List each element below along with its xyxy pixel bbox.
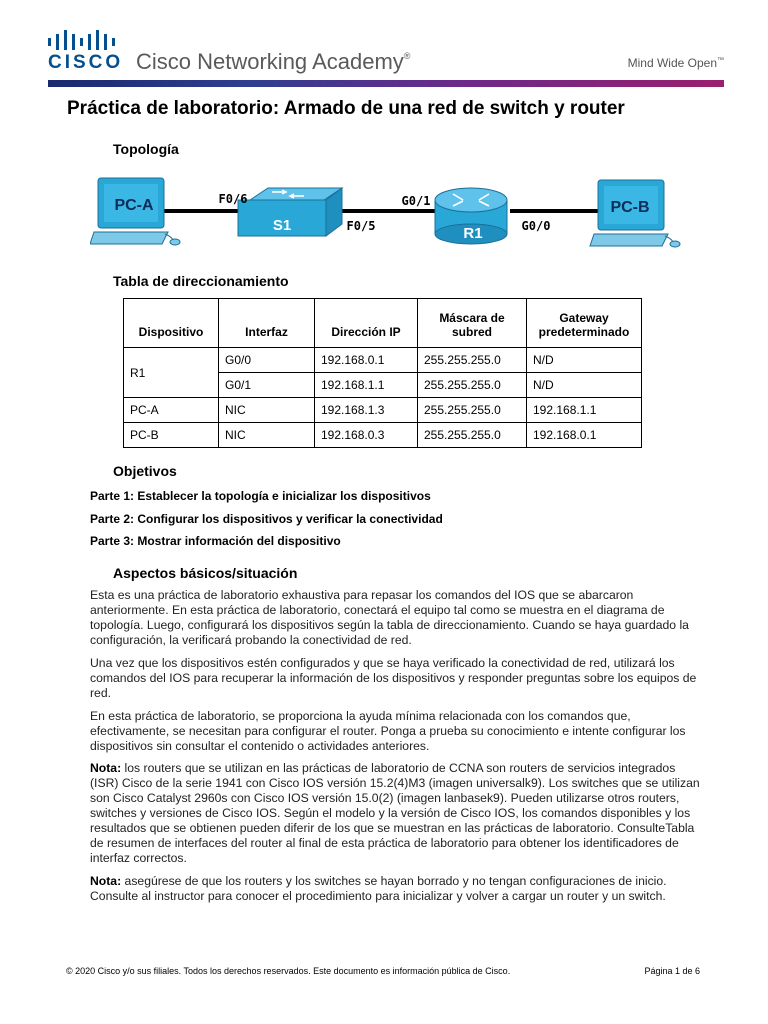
table-cell: NIC (219, 423, 315, 448)
section-heading-objetivos: Objetivos (113, 463, 177, 479)
router-r1-label: R1 (463, 225, 483, 242)
table-cell: G0/1 (219, 373, 315, 398)
table-cell: PC-B (124, 423, 219, 448)
page-title: Práctica de laboratorio: Armado de una red de switch y router (67, 98, 625, 119)
objetivo-parte-1: Parte 1: Establecer la topología e inicializar los dispositivos (90, 489, 431, 503)
table-cell: 255.255.255.0 (418, 373, 527, 398)
paragraph-configuracion: Una vez que los dispositivos estén configurados y que se haya verificado la conectividad de red, utilizará los comandos del IOS para recuperar la información de los dispositivos y responder preguntas sobre los equipos de red. (90, 656, 697, 700)
footer-copyright: © 2020 Cisco y/o sus filiales. Todos los derechos reservados. Este documento es información pública de Cisco. (66, 966, 511, 976)
section-heading-tabla: Tabla de direccionamiento (113, 273, 289, 289)
table-header-cell: Gateway predeterminado (527, 299, 642, 348)
table-row (124, 423, 642, 448)
table-cell: 255.255.255.0 (418, 348, 527, 373)
table-header-cell: Máscara de subred (418, 299, 527, 348)
pc-a-label: PC-A (114, 197, 154, 214)
addressing-table (123, 298, 642, 448)
table-cell: NIC (219, 398, 315, 423)
nota-2-label: Nota: (90, 874, 122, 888)
paragraph-ayuda: En esta práctica de laboratorio, se proporciona la ayuda mínima relacionada con los comandos que, efectivamente, se necesitan para configurar el router. Ponga a prueba su conocimiento e intente configurar los dispositivos sin consultar el contenido o actividades anteriores. (90, 709, 686, 753)
interface-label-f05: F0/5 (346, 219, 376, 233)
table-header-cell: Dispositivo (124, 299, 219, 348)
paragraph-nota-2 (90, 874, 700, 904)
academy-name-text: Cisco Networking Academy (136, 49, 404, 74)
table-cell: 192.168.1.1 (527, 398, 642, 423)
tagline (628, 56, 724, 70)
interface-label-g01: G0/1 (401, 194, 431, 208)
footer-page-number: Página 1 de 6 (644, 966, 700, 976)
nota-1-label: Nota: (90, 761, 122, 775)
paragraph-intro: Esta es una práctica de laboratorio exhaustiva para repasar los comandos del IOS que se abarcaron anteriormente. En esta práctica de laboratorio, conectará el equipo tal como se muestra en el diagrama de topología. Luego, configurará los dispositivos según la tabla de direccionamiento. Cuando se haya guardado la configuración, la verificará probando la conectividad de red. (90, 588, 689, 647)
table-header-cell: Interfaz (219, 299, 315, 348)
table-cell: R1 (124, 348, 219, 398)
interface-label-f06: F0/6 (218, 192, 248, 206)
nota-2-text: asegúrese de que los routers y los switches se hayan borrado y no tengan configuraciones de inicio. Consulte al instructor para conocer el procedimiento para inicializar y volver a cargar un router y un switch. (90, 874, 667, 903)
cisco-logo-text: CISCO (48, 52, 124, 73)
table-row (124, 398, 642, 423)
pc-b-label: PC-B (610, 199, 650, 216)
table-header-cell: Dirección IP (315, 299, 418, 348)
table-cell: N/D (527, 373, 642, 398)
tagline-tm: ™ (717, 57, 724, 64)
table-cell: 192.168.0.3 (315, 423, 418, 448)
table-cell: N/D (527, 348, 642, 373)
objetivo-parte-3: Parte 3: Mostrar información del dispositivo (90, 534, 341, 548)
objetivo-parte-2: Parte 2: Configurar los dispositivos y verificar la conectividad (90, 512, 443, 526)
nota-1-text: los routers que se utilizan en las prácticas de laboratorio de CCNA son routers de servicios integrados (ISR) Cisco de la serie 1941 con Cisco IOS versión 15.2(4)M3 (imagen universalk9). Los switches que se utilizan son Cisco Catalyst 2960s con Cisco IOS versión 15.0(2) (imagen lanbasek9). Pueden utilizarse otros routers, switches y versiones de Cisco IOS. Según el modelo y la versión de Cisco IOS, los comandos disponibles y los resultados que se obtienen pueden diferir de los que se muestran en las prácticas de laboratorio. ConsulteTabla de resumen de interfaces del router al final de esta práctica de laboratorio para obtener los identificadores de interfaz correctos. (90, 761, 700, 865)
topology-diagram (90, 170, 690, 260)
registered-mark: ® (403, 51, 411, 61)
section-heading-topologia: Topología (113, 141, 179, 157)
header-rule (48, 80, 724, 87)
table-cell: G0/0 (219, 348, 315, 373)
table-cell: 192.168.0.1 (315, 348, 418, 373)
table-header-row (124, 299, 642, 348)
interface-label-g00: G0/0 (521, 219, 551, 233)
paragraph-nota-1 (90, 761, 700, 866)
table-cell: 192.168.0.1 (527, 423, 642, 448)
table-cell: 255.255.255.0 (418, 423, 527, 448)
cisco-logo-bars-icon (48, 30, 118, 50)
table-cell: 255.255.255.0 (418, 398, 527, 423)
academy-name (136, 49, 410, 75)
table-cell: 192.168.1.1 (315, 373, 418, 398)
table-row (124, 348, 642, 373)
switch-s1-label: S1 (272, 217, 292, 234)
table-cell: 192.168.1.3 (315, 398, 418, 423)
table-cell: PC-A (124, 398, 219, 423)
tagline-text: Mind Wide Open (627, 56, 717, 70)
section-heading-aspectos: Aspectos básicos/situación (113, 565, 298, 581)
